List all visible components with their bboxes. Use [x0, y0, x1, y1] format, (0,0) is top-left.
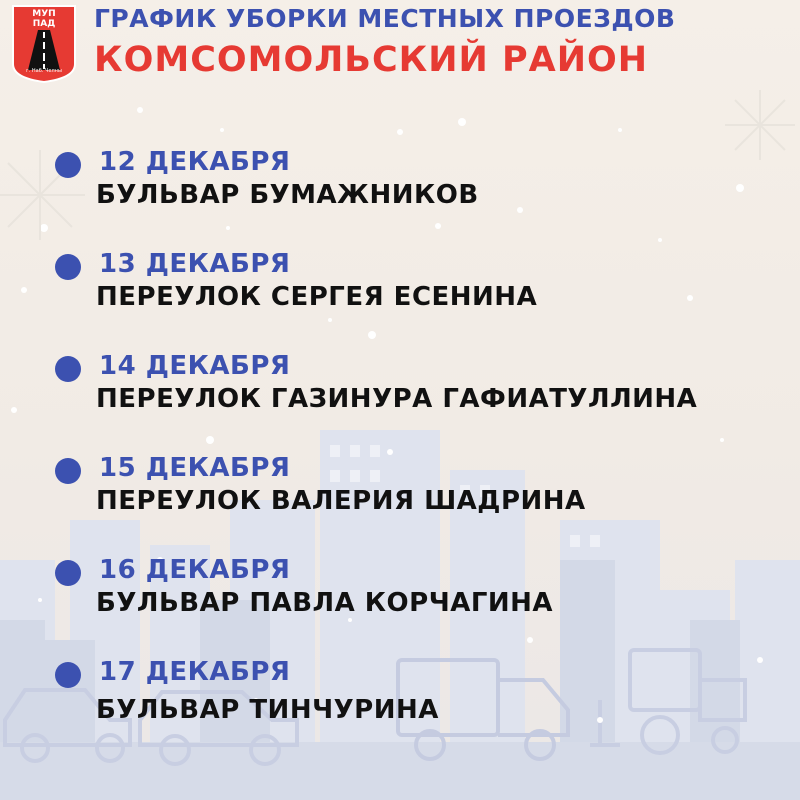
bullet-icon: [55, 152, 81, 178]
bullet-icon: [55, 254, 81, 280]
schedule-date: 17 ДЕКАБРЯ: [99, 657, 291, 687]
schedule-street: БУЛЬВАР БУМАЖНИКОВ: [96, 180, 479, 210]
bullet-icon: [55, 560, 81, 586]
schedule-date: 13 ДЕКАБРЯ: [99, 249, 291, 279]
logo-top-text: МУП: [32, 9, 56, 19]
ground: [0, 742, 800, 800]
schedule-item: [0, 350, 800, 430]
schedule-date: 16 ДЕКАБРЯ: [99, 555, 291, 585]
logo-middle-text: ПАД: [32, 19, 56, 29]
bullet-icon: [55, 356, 81, 382]
schedule-street: БУЛЬВАР ПАВЛА КОРЧАГИНА: [96, 588, 554, 618]
schedule-item: [0, 656, 800, 736]
company-logo: [11, 4, 77, 84]
schedule-date: 12 ДЕКАБРЯ: [99, 147, 291, 177]
schedule-date: 15 ДЕКАБРЯ: [99, 453, 291, 483]
schedule-item: [0, 452, 800, 532]
district-title: КОМСОМОЛЬСКИЙ РАЙОН: [94, 40, 649, 80]
schedule-item: [0, 146, 800, 226]
schedule-street: БУЛЬВАР ТИНЧУРИНА: [96, 695, 439, 725]
bullet-icon: [55, 662, 81, 688]
schedule-street: ПЕРЕУЛОК СЕРГЕЯ ЕСЕНИНА: [96, 282, 538, 312]
bullet-icon: [55, 458, 81, 484]
schedule-item: [0, 554, 800, 634]
page-title: ГРАФИК УБОРКИ МЕСТНЫХ ПРОЕЗДОВ: [94, 4, 676, 33]
schedule-street: ПЕРЕУЛОК ВАЛЕРИЯ ШАДРИНА: [96, 486, 586, 516]
logo-city-text: г. Наб. Челны: [26, 68, 62, 74]
schedule-item: [0, 248, 800, 328]
schedule-date: 14 ДЕКАБРЯ: [99, 351, 291, 381]
schedule-street: ПЕРЕУЛОК ГАЗИНУРА ГАФИАТУЛЛИНА: [96, 384, 698, 414]
